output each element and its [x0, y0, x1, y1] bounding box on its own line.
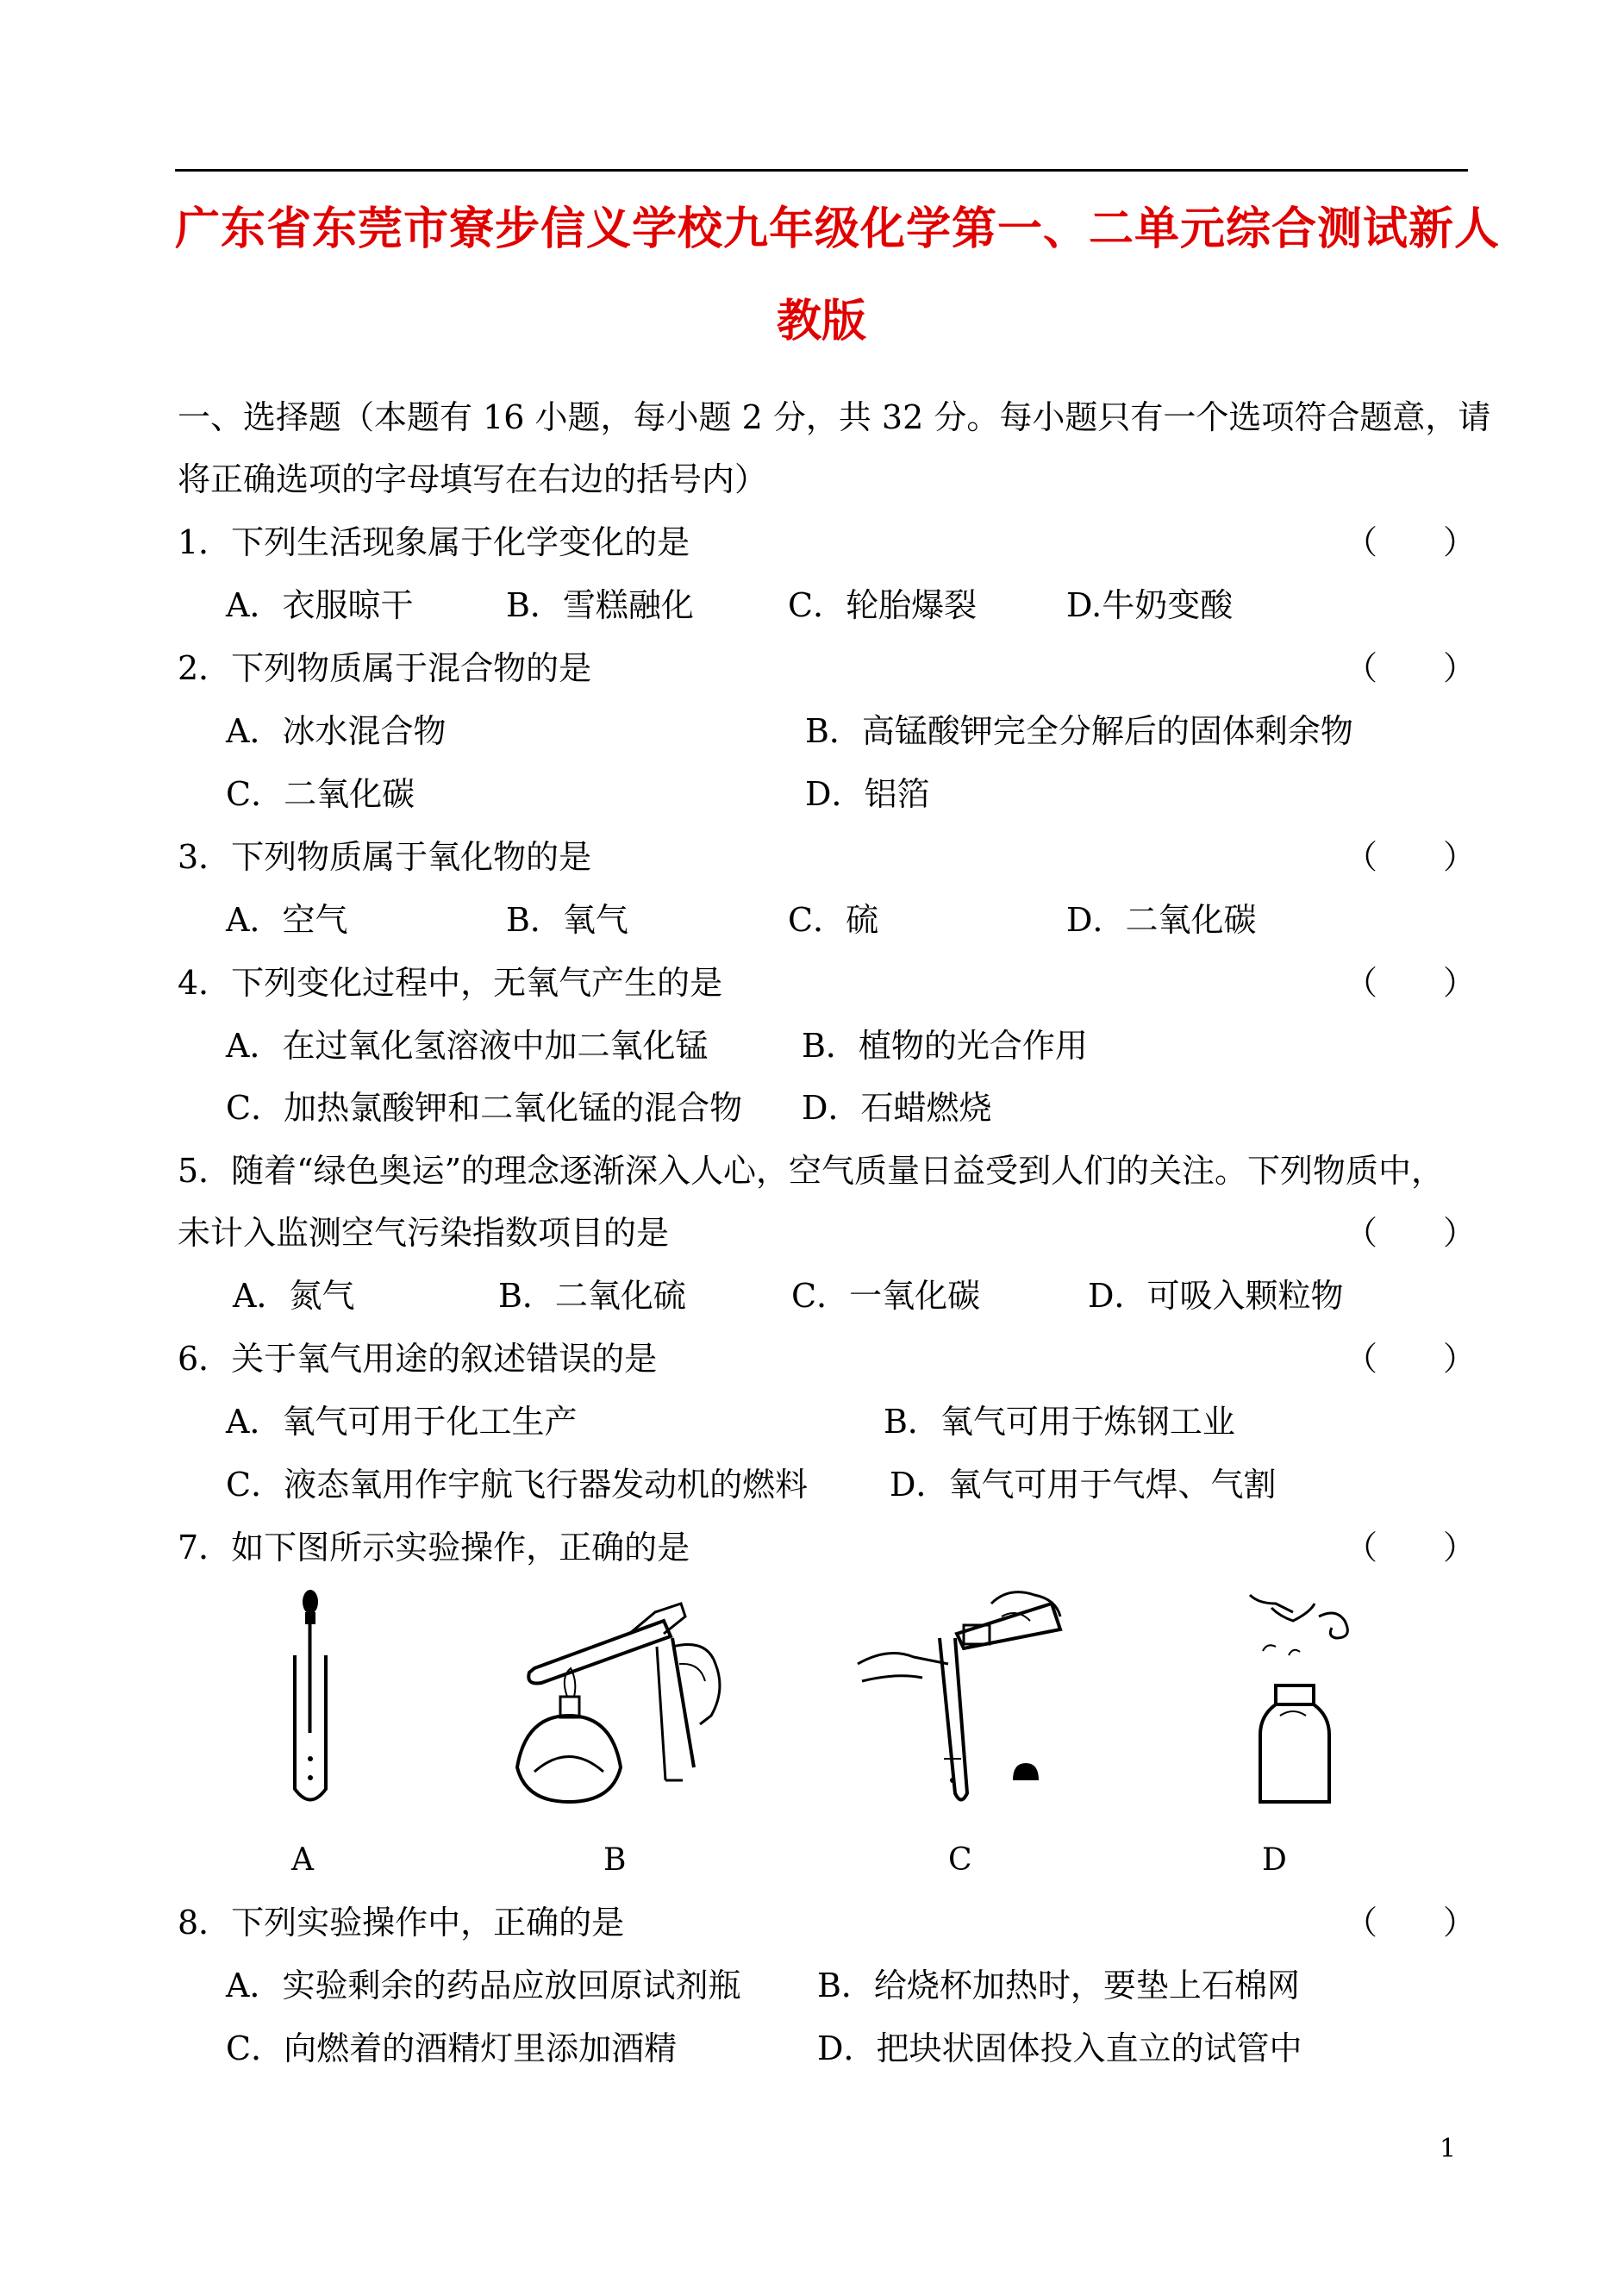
q8-option-b: B．给烧杯加热时，要垫上石棉网: [817, 1967, 1300, 2004]
question-2-stem: 2．下列物质属于混合物的是: [178, 649, 592, 687]
q1-option-b: B．雪糕融化: [506, 586, 694, 624]
q2-option-d: D．铝箔: [805, 775, 930, 813]
figure-label-c: C: [948, 1842, 972, 1878]
question-6-stem: 6．关于氧气用途的叙述错误的是: [178, 1340, 658, 1378]
answer-blank-2[interactable]: （ ）: [1345, 649, 1477, 687]
answer-blank-1[interactable]: （ ）: [1345, 523, 1477, 561]
q8-option-c: C．向燃着的酒精灯里添加酒精: [226, 2029, 678, 2067]
figure-label-d: D: [1262, 1842, 1287, 1878]
answer-blank-3[interactable]: （ ）: [1345, 838, 1477, 876]
section-heading-line2: 将正确选项的字母填写在右边的括号内）: [178, 460, 768, 498]
page-number: 1: [1440, 2134, 1457, 2164]
q3-option-c: C．硫: [788, 901, 879, 939]
document-title-line2: 教版: [776, 295, 866, 347]
q2-option-b: B．高锰酸钾完全分解后的固体剩余物: [805, 712, 1353, 750]
q2-option-a: A．冰水混合物: [226, 712, 447, 750]
q4-option-c: C．加热氯酸钾和二氧化锰的混合物: [226, 1089, 743, 1127]
answer-blank-7[interactable]: （ ）: [1345, 1529, 1477, 1566]
q1-option-c: C．轮胎爆裂: [788, 586, 978, 624]
q1-option-d: D.牛奶变酸: [1066, 586, 1234, 624]
answer-blank-5[interactable]: （ ）: [1345, 1214, 1477, 1252]
question-3-stem: 3．下列物质属于氧化物的是: [178, 838, 592, 876]
figure-a-dropper-in-test-tube: [276, 1586, 345, 1810]
figure-b-heating-test-tube: [500, 1586, 741, 1810]
q4-option-b: B．植物的光合作用: [802, 1027, 1088, 1065]
answer-blank-4[interactable]: （ ）: [1345, 964, 1477, 1002]
q5-option-d: D．可吸入颗粒物: [1088, 1277, 1344, 1315]
question-4-stem: 4．下列变化过程中，无氧气产生的是: [178, 964, 723, 1002]
q8-option-d: D．把块状固体投入直立的试管中: [817, 2029, 1302, 2067]
header-rule: [175, 169, 1468, 172]
q1-option-a: A．衣服晾干: [226, 586, 414, 624]
figure-label-b: B: [603, 1842, 627, 1878]
q2-option-c: C．二氧化碳: [226, 775, 415, 813]
answer-blank-6[interactable]: （ ）: [1345, 1340, 1477, 1378]
document-title-line1: 广东省东莞市寮步信义学校九年级化学第一、二单元综合测试新人: [175, 203, 1501, 255]
q8-option-a: A．实验剩余的药品应放回原试剂瓶: [226, 1967, 741, 2004]
q5-option-a: A．氮气: [233, 1277, 355, 1315]
q3-option-a: A．空气: [226, 901, 348, 939]
q3-option-b: B．氧气: [506, 901, 628, 939]
q4-option-d: D．石蜡燃烧: [802, 1089, 992, 1127]
figure-c-pouring-liquid: [853, 1586, 1077, 1810]
q6-option-c: C．液态氧用作宇航飞行器发动机的燃料: [226, 1466, 809, 1504]
question-7-stem: 7．如下图所示实验操作，正确的是: [178, 1529, 690, 1566]
figure-label-a: A: [291, 1842, 314, 1878]
question-8-stem: 8．下列实验操作中，正确的是: [178, 1904, 625, 1942]
q6-option-a: A．氧气可用于化工生产: [226, 1403, 578, 1441]
question-5-stem-line1: 5．随着“绿色奥运”的理念逐渐深入人心，空气质量日益受到人们的关注。下列物质中，: [178, 1152, 1445, 1190]
q6-option-b: B．氧气可用于炼钢工业: [884, 1403, 1235, 1441]
answer-blank-8[interactable]: （ ）: [1345, 1904, 1477, 1942]
q3-option-d: D．二氧化碳: [1066, 901, 1257, 939]
q6-option-d: D．氧气可用于气焊、气割: [890, 1466, 1277, 1504]
question-1-stem: 1．下列生活现象属于化学变化的是: [178, 523, 690, 561]
q4-option-a: A．在过氧化氢溶液中加二氧化锰: [226, 1027, 709, 1065]
q5-option-c: C．一氧化碳: [791, 1277, 981, 1315]
q5-option-b: B．二氧化硫: [498, 1277, 686, 1315]
figure-d-smelling-gas: [1241, 1586, 1388, 1810]
section-heading-line1: 一、选择题（本题有 16 小题，每小题 2 分，共 32 分。每小题只有一个选项符合题意，请: [178, 398, 1491, 436]
question-5-stem-line2: 未计入监测空气污染指数项目的是: [178, 1214, 670, 1252]
